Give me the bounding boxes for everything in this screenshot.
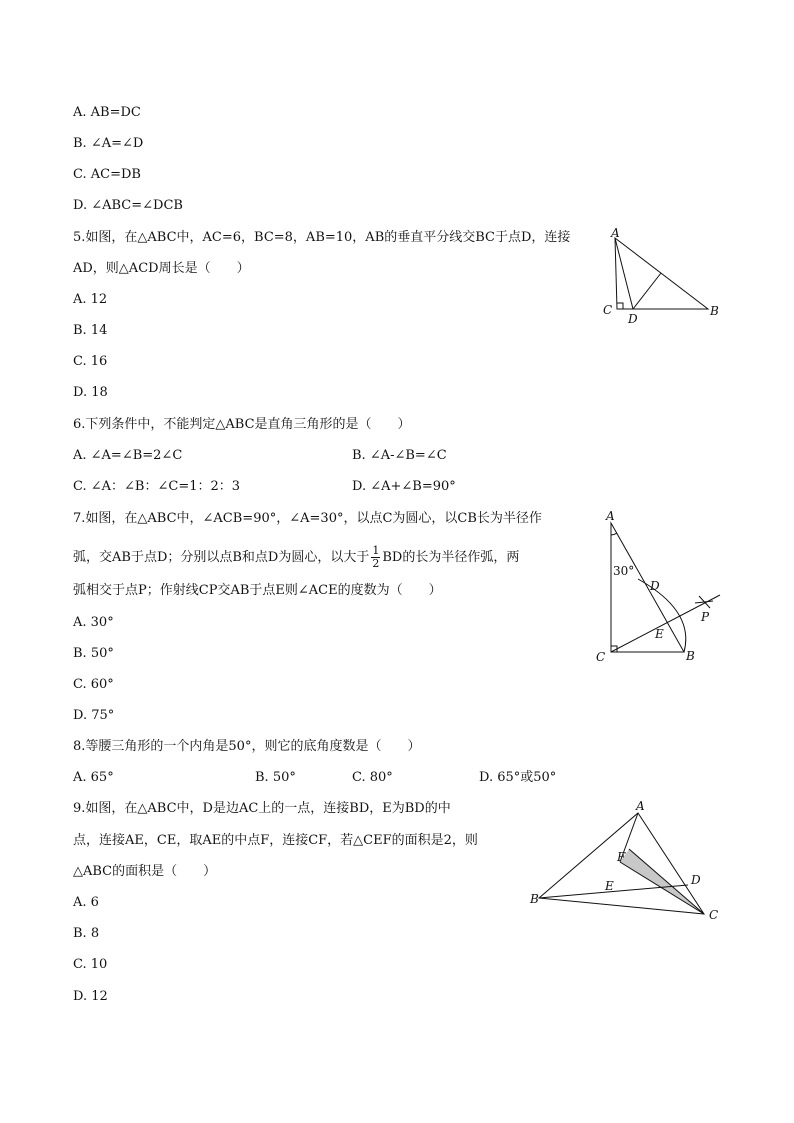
q5-label-a: A — [611, 226, 620, 240]
q8-stem: 8.等腰三角形的一个内角是50°，则它的底角度数是（ ） — [73, 739, 421, 754]
q7-label-a: A — [606, 509, 615, 523]
q8-option-a: A. 65° — [73, 770, 114, 785]
q7-fraction-numerator: 1 — [372, 544, 380, 557]
q5-option-b: B. 14 — [73, 323, 108, 338]
q5-label-b: B — [710, 304, 719, 318]
q9-option-d: D. 12 — [73, 989, 108, 1004]
q4-option-b: B. ∠A=∠D — [73, 136, 144, 151]
q6-option-d: D. ∠A+∠B=90° — [352, 479, 456, 494]
q9-stem-line1: 9.如图，在△ABC中，D是边AC上的一点，连接BD，E为BD的中 — [73, 801, 451, 816]
q4-option-a: A. AB=DC — [73, 105, 141, 120]
q5-option-a: A. 12 — [73, 292, 108, 307]
q6-option-b: B. ∠A-∠B=∠C — [352, 448, 447, 463]
q5-stem-line2: AD，则△ACD周长是（ ） — [73, 261, 250, 276]
q7-option-c: C. 60° — [73, 677, 114, 692]
q7-stem-line2 — [73, 545, 519, 570]
q7-angle-label: 30° — [613, 564, 635, 578]
q8-option-c: C. 80° — [352, 770, 393, 785]
q7-label-d: D — [650, 579, 660, 593]
q7-figure — [592, 505, 727, 670]
q9-option-b: B. 8 — [73, 926, 100, 941]
q8-option-d: D. 65°或50° — [479, 770, 557, 785]
q7-stem-line2-post: BD的长为半径作弧，两 — [382, 550, 520, 565]
q7-option-a: A. 30° — [73, 615, 114, 630]
q7-label-e: E — [655, 627, 664, 641]
q5-figure — [595, 225, 725, 330]
q9-label-f: F — [617, 850, 626, 864]
q7-stem-line2-pre: 弧，交AB于点D；分别以点B和点D为圆心，以大于 — [73, 550, 370, 565]
q9-option-a: A. 6 — [73, 895, 99, 910]
q9-label-d: D — [691, 873, 701, 887]
q9-label-b: B — [530, 892, 539, 906]
q9-label-c: C — [709, 908, 719, 922]
q9-stem-line2: 点，连接AE，CE，取AE的中点F，连接CF，若△CEF的面积是2，则 — [73, 833, 478, 848]
q6-stem: 6.下列条件中，不能判定△ABC是直角三角形的是（ ） — [73, 417, 411, 432]
q9-label-a: A — [636, 799, 645, 813]
q7-label-b: B — [686, 649, 695, 663]
q4-option-d: D. ∠ABC=∠DCB — [73, 198, 183, 213]
q9-stem-line3: △ABC的面积是（ ） — [73, 864, 217, 879]
q7-stem-line3: 弧相交于点P；作射线CP交AB于点E则∠ACE的度数为（ ） — [73, 583, 442, 598]
q5-stem-line1: 5.如图，在△ABC中，AC=6，BC=8，AB=10，AB的垂直平分线交BC于点D，连接 — [73, 230, 571, 245]
q5-option-d: D. 18 — [73, 385, 108, 400]
q7-option-d: D. 75° — [73, 708, 115, 723]
q7-stem-line1: 7.如图，在△ABC中，∠ACB=90°，∠A=30°，以点C为圆心，以CB长为半径作 — [73, 511, 542, 526]
q7-label-c: C — [596, 650, 606, 664]
q9-option-c: C. 10 — [73, 957, 108, 972]
q7-label-p: P — [701, 610, 710, 624]
q7-fraction — [371, 545, 380, 570]
q7-option-b: B. 50° — [73, 646, 114, 661]
q6-option-a: A. ∠A=∠B=2∠C — [73, 448, 183, 463]
q6-option-c: C. ∠A：∠B：∠C=1：2：3 — [73, 479, 241, 494]
q4-option-c: C. AC=DB — [73, 167, 141, 182]
q9-figure — [525, 795, 730, 930]
q8-option-b: B. 50° — [255, 770, 296, 785]
q9-label-e: E — [605, 879, 614, 893]
q5-label-c: C — [603, 303, 613, 317]
q5-label-d: D — [628, 312, 638, 326]
q5-option-c: C. 16 — [73, 354, 108, 369]
q7-fraction-denominator: 2 — [372, 557, 380, 570]
